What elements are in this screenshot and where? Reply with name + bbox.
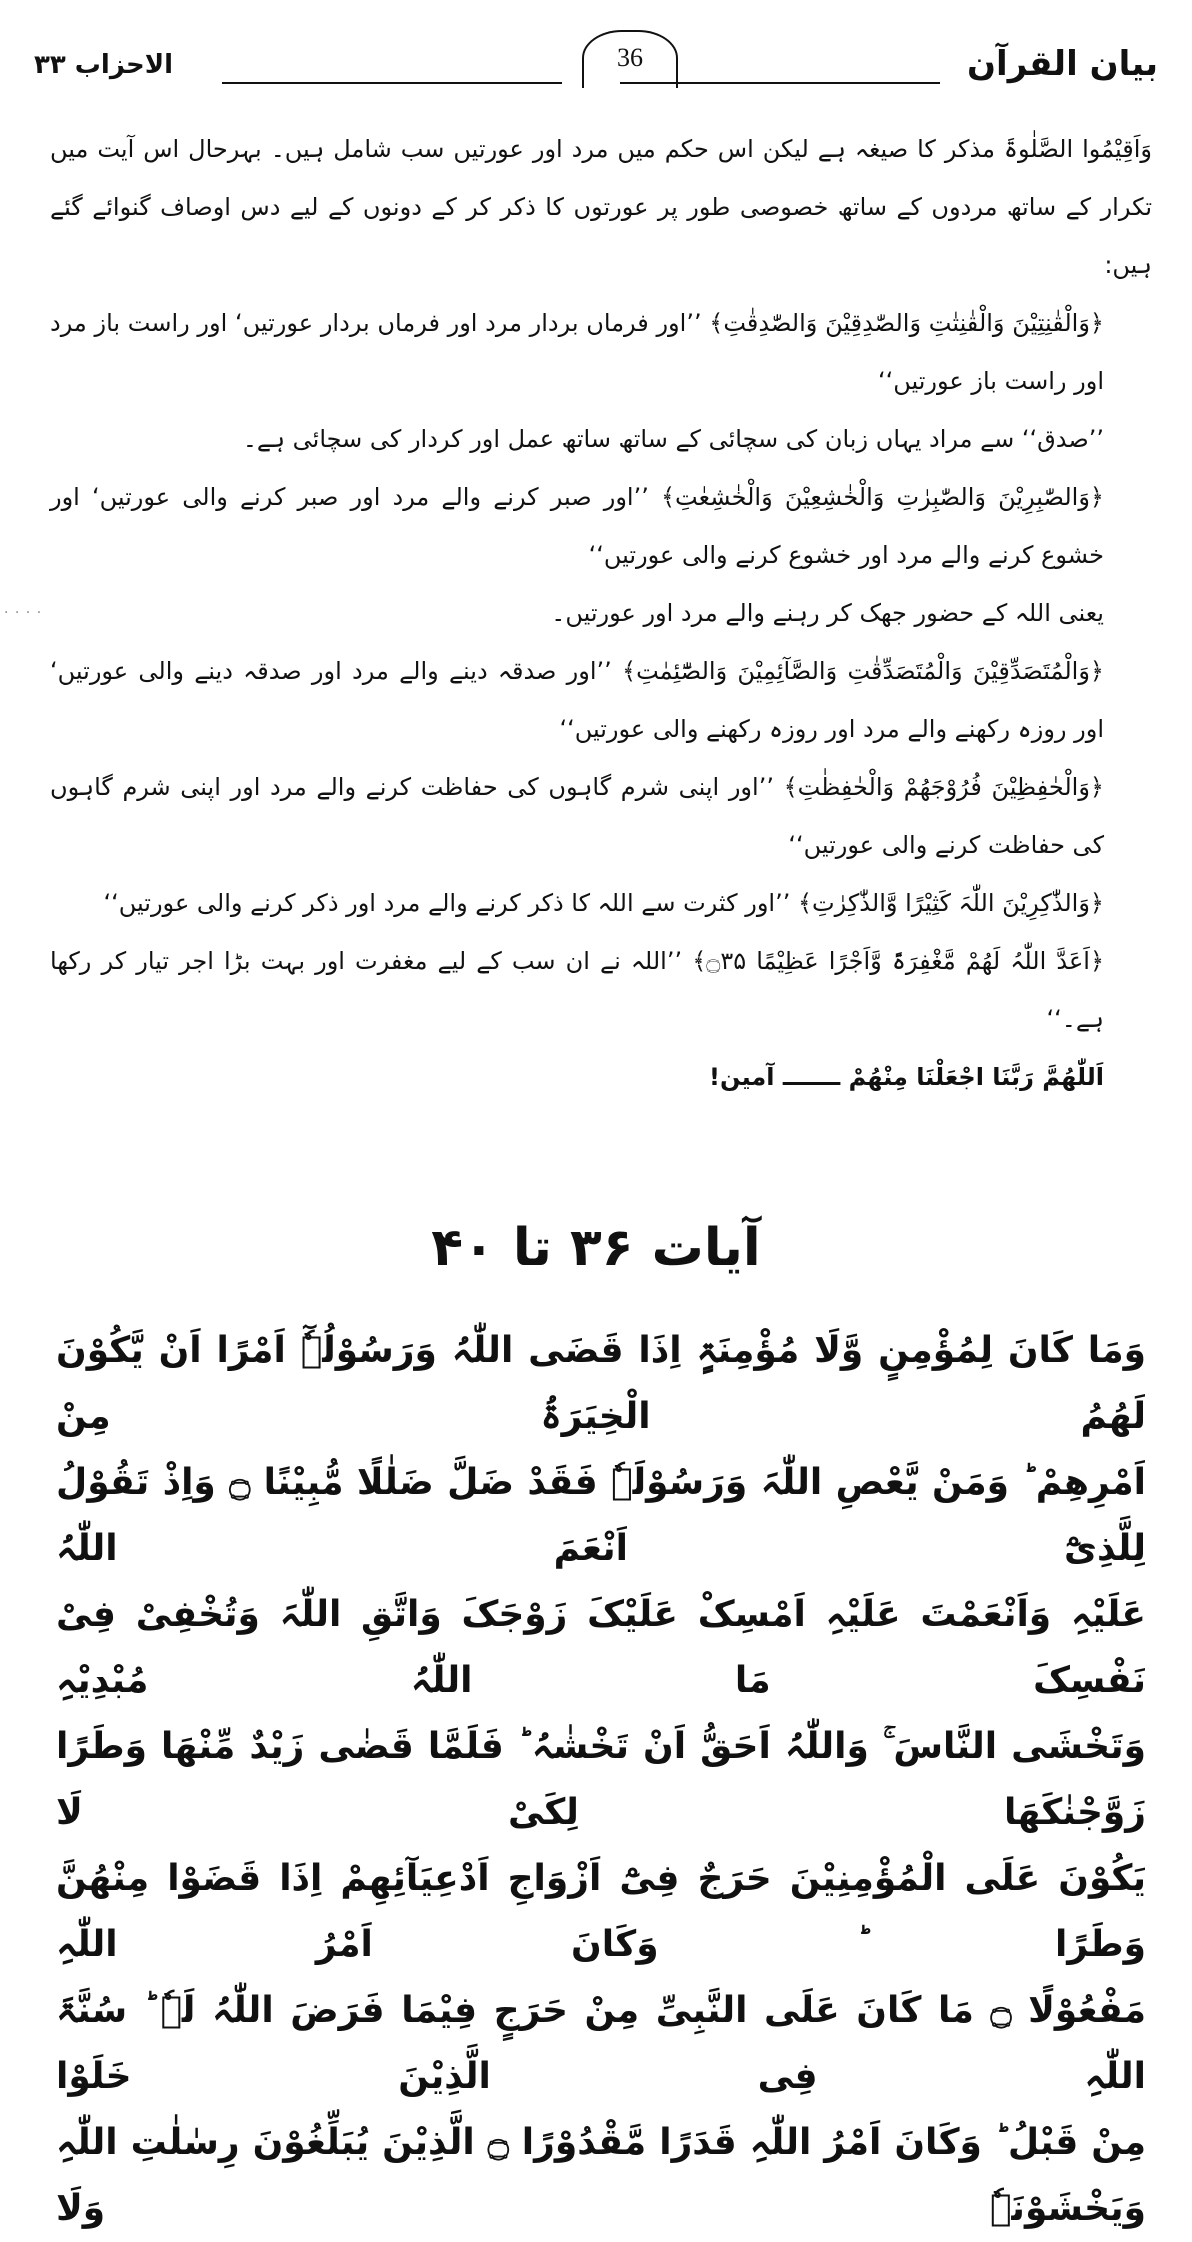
header-rule-left xyxy=(222,82,562,84)
quran-line: اَمْرِھِمْ ؕ وَمَنْ یَّعْصِ اللّٰہَ وَرَسُوْلَہٗ فَقَدْ ضَلَّ ضَلٰلًا مُّبِیْنًا ۝ وَاِذْ تَقُوْلُ لِلَّذِیْٓ اَنْعَمَ اللّٰہُ xyxy=(56,1462,1147,1569)
closing-prayer: اَللّٰھُمَّ رَبَّنَا اجْعَلْنَا مِنْھُمْ ـــــــ آمین! xyxy=(709,1063,1104,1091)
book-title: بیان القرآن xyxy=(967,44,1158,84)
quran-line: عَلَیْہِ وَاَنْعَمْتَ عَلَیْہِ اَمْسِکْ عَلَیْکَ زَوْجَکَ وَاتَّقِ اللّٰہَ وَتُخْفِیْ فِیْ نَفْسِکَ مَا اللّٰہُ مُبْدِیْہِ xyxy=(56,1594,1146,1701)
commentary-paragraph: ﴿وَالْحٰفِظِیْنَ فُرُوْجَھُمْ وَالْحٰفِظٰتِ﴾ ’’اور اپنی شرم گاہوں کی حفاظت کرنے والے مرد اور اپنی شرم گاہوں کی حفاظت کرنے والی عورتیں‘‘ xyxy=(50,773,1104,859)
quran-line: وَتَخْشَی النَّاسَ ۚ وَاللّٰہُ اَحَقُّ اَنْ تَخْشٰہُ ؕ فَلَمَّا قَضٰی زَیْدٌ مِّنْھَا وَطَرًا زَوَّجْنٰکَھَا لِکَیْ لَا xyxy=(56,1726,1146,1833)
quran-line: مِنْ قَبْلُ ؕ وَکَانَ اَمْرُ اللّٰہِ قَدَرًا مَّقْدُوْرًا ۝ الَّذِیْنَ یُبَلِّغُوْنَ رِسٰلٰتِ اللّٰہِ وَیَخْشَوْنَہٗ وَلَا xyxy=(56,2122,1146,2229)
quran-line: مَفْعُوْلًا ۝ مَا کَانَ عَلَی النَّبِیِّ مِنْ حَرَجٍ فِیْمَا فَرَضَ اللّٰہُ لَہٗ ؕ سُنَّۃَ اللّٰہِ فِی الَّذِیْنَ خَلَوْا xyxy=(56,1990,1146,2097)
quran-line: وَمَا کَانَ لِمُؤْمِنٍ وَّلَا مُؤْمِنَۃٍ اِذَا قَضَی اللّٰہُ وَرَسُوْلُہٗٓ اَمْرًا اَنْ یَّکُوْنَ لَھُمُ الْخِیَرَۃُ مِنْ xyxy=(56,1330,1146,1437)
margin-marks: · · · · xyxy=(4,605,43,621)
commentary-paragraph: ﴿وَالْمُتَصَدِّقِیْنَ وَالْمُتَصَدِّقٰتِ وَالصَّآئِمِیْنَ وَالصّٰٓئِمٰتِ﴾ ’’اور صدقہ دینے والے مرد اور صدقہ دینے والی عورتیں‘ اور روزہ رکھنے والے مرد اور روزہ رکھنے والی عورتیں‘‘ xyxy=(50,657,1104,743)
quran-line: یَکُوْنَ عَلَی الْمُؤْمِنِیْنَ حَرَجٌ فِیْٓ اَزْوَاجِ اَدْعِیَآئِھِمْ اِذَا قَضَوْا مِنْھُنَّ وَطَرًا ؕ وَکَانَ اَمْرُ اللّٰہِ xyxy=(56,1858,1146,1965)
page-number: 36 xyxy=(582,30,678,88)
commentary-paragraph: ﴿وَالْقٰنِتِیْنَ وَالْقٰنِتٰتِ وَالصّٰدِقِیْنَ وَالصّٰدِقٰتِ﴾ ’’اور فرماں بردار مرد اور فرماں بردار عورتیں‘ اور راست باز مرد اور راست باز عورتیں‘‘ xyxy=(50,309,1104,395)
commentary-body xyxy=(50,120,1152,1106)
commentary-paragraph: ﴿وَالصّٰبِرِیْنَ وَالصّٰبِرٰتِ وَالْخٰشِعِیْنَ وَالْخٰشِعٰتِ﴾ ’’اور صبر کرنے والے مرد اور صبر کرنے والی عورتیں‘ اور خشوع کرنے والے مرد اور خشوع کرنے والی عورتیں‘‘ xyxy=(50,483,1104,569)
commentary-paragraph: ’’صدق‘‘ سے مراد یہاں زبان کی سچائی کے ساتھ ساتھ عمل اور کردار کی سچائی ہے۔ xyxy=(242,425,1104,453)
commentary-paragraph: ﴿اَعَدَّ اللّٰہُ لَھُمْ مَّغْفِرَۃً وَّاَجْرًا عَظِیْمًا ۝۳۵﴾ ’’اللہ نے ان سب کے لیے مغفرت اور بہت بڑا اجر تیار کر رکھا ہے۔‘‘ xyxy=(50,947,1105,1033)
commentary-paragraph: وَاَقِیْمُوا الصَّلٰوۃَ مذکر کا صیغہ ہے لیکن اس حکم میں مرد اور عورتیں سب شامل ہیں۔ بہرحال اس آیت میں تکرار کے ساتھ مردوں کے ساتھ خصوصی طور پر عورتوں کا ذکر کر کے دونوں کے لیے دس اوصاف گنوائے گئے ہیں: xyxy=(50,135,1152,279)
running-header xyxy=(34,38,1158,94)
quran-text-block xyxy=(56,1318,1146,2242)
section-heading: آیات ۳۶ تا ۴۰ xyxy=(431,1218,761,1278)
surah-label: الاحزاب ۳۳ xyxy=(34,50,174,80)
commentary-paragraph: ﴿وَالذّٰکِرِیْنَ اللّٰہَ کَثِیْرًا وَّالذّٰکِرٰتِ﴾ ’’اور کثرت سے اللہ کا ذکر کرنے والے مرد اور ذکر کرنے والی عورتیں‘‘ xyxy=(103,889,1104,917)
commentary-paragraph: یعنی اللہ کے حضور جھک کر رہنے والے مرد اور عورتیں۔ xyxy=(551,599,1104,627)
